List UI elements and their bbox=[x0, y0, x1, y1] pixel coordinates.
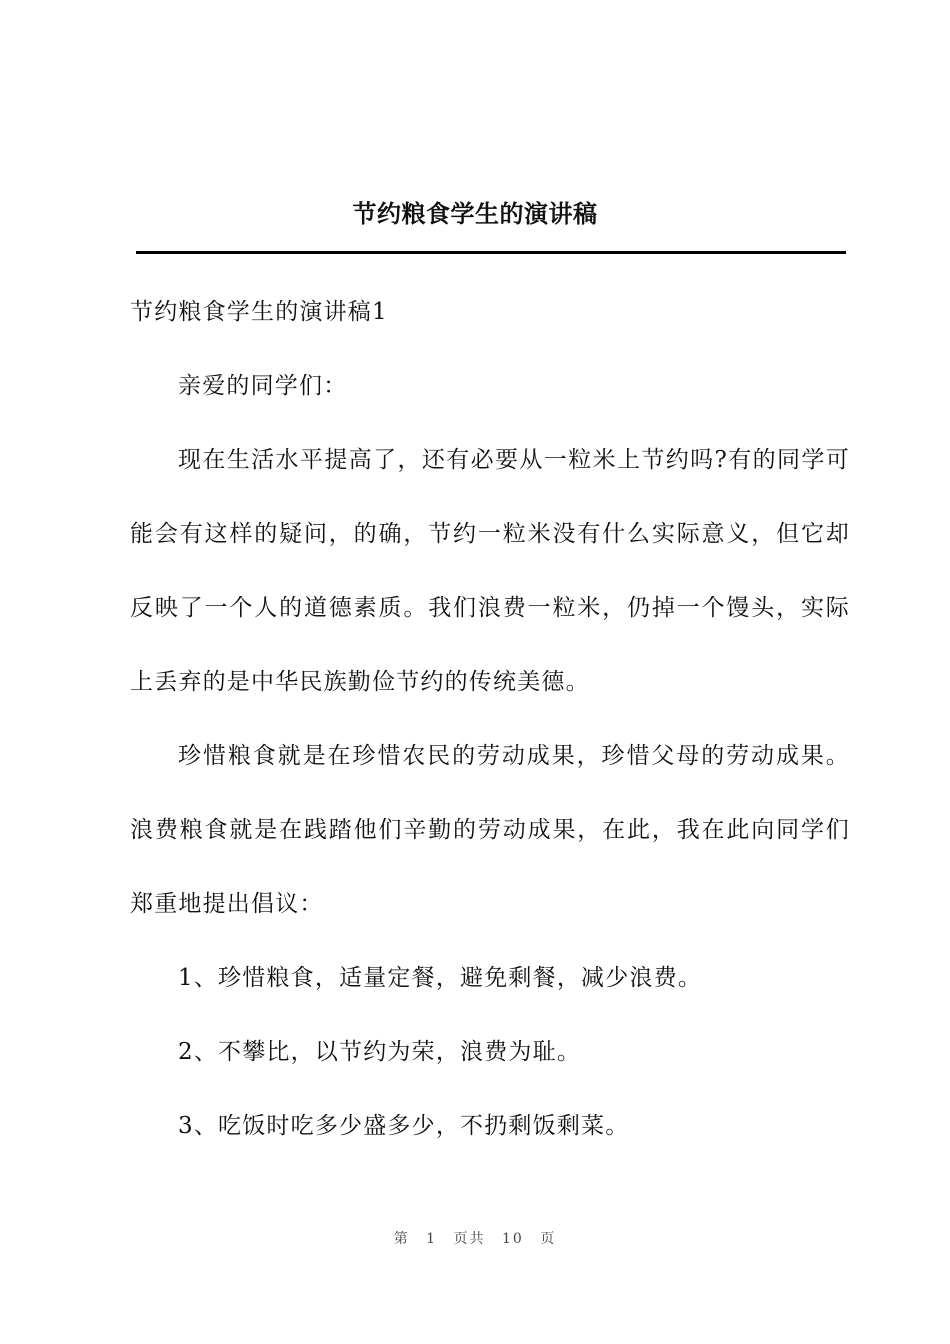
proposal-item-1: 1、珍惜粮食，适量定餐，避免剩餐，减少浪费。 bbox=[178, 965, 703, 991]
document-title: 节约粮食学生的演讲稿 bbox=[352, 199, 598, 228]
document-body bbox=[130, 275, 850, 1163]
page-number-footer: 第 1 页共 10 页 bbox=[393, 1231, 557, 1247]
proposal-item-3: 3、吃饭时吃多少盛多少，不扔剩饭剩菜。 bbox=[178, 1113, 630, 1139]
section-heading: 节约粮食学生的演讲稿1 bbox=[130, 299, 388, 325]
title-underline bbox=[136, 251, 846, 254]
paragraph-1: 现在生活水平提高了，还有必要从一粒米上节约吗?有的同学可能会有这样的疑问，的确，节约一粒米没有什么实际意义，但它却反映了一个人的道德素质。我们浪费一粒米，仍掉一个馒头，实际上丢弃的是中华民族勤俭节约的传统美德。 bbox=[130, 447, 850, 695]
proposal-item-2: 2、不攀比，以节约为荣，浪费为耻。 bbox=[178, 1039, 582, 1065]
paragraph-2: 珍惜粮食就是在珍惜农民的劳动成果，珍惜父母的劳动成果。浪费粮食就是在践踏他们辛勤的劳动成果，在此，我在此向同学们郑重地提出倡议： bbox=[130, 743, 850, 917]
salutation: 亲爱的同学们： bbox=[178, 373, 348, 399]
